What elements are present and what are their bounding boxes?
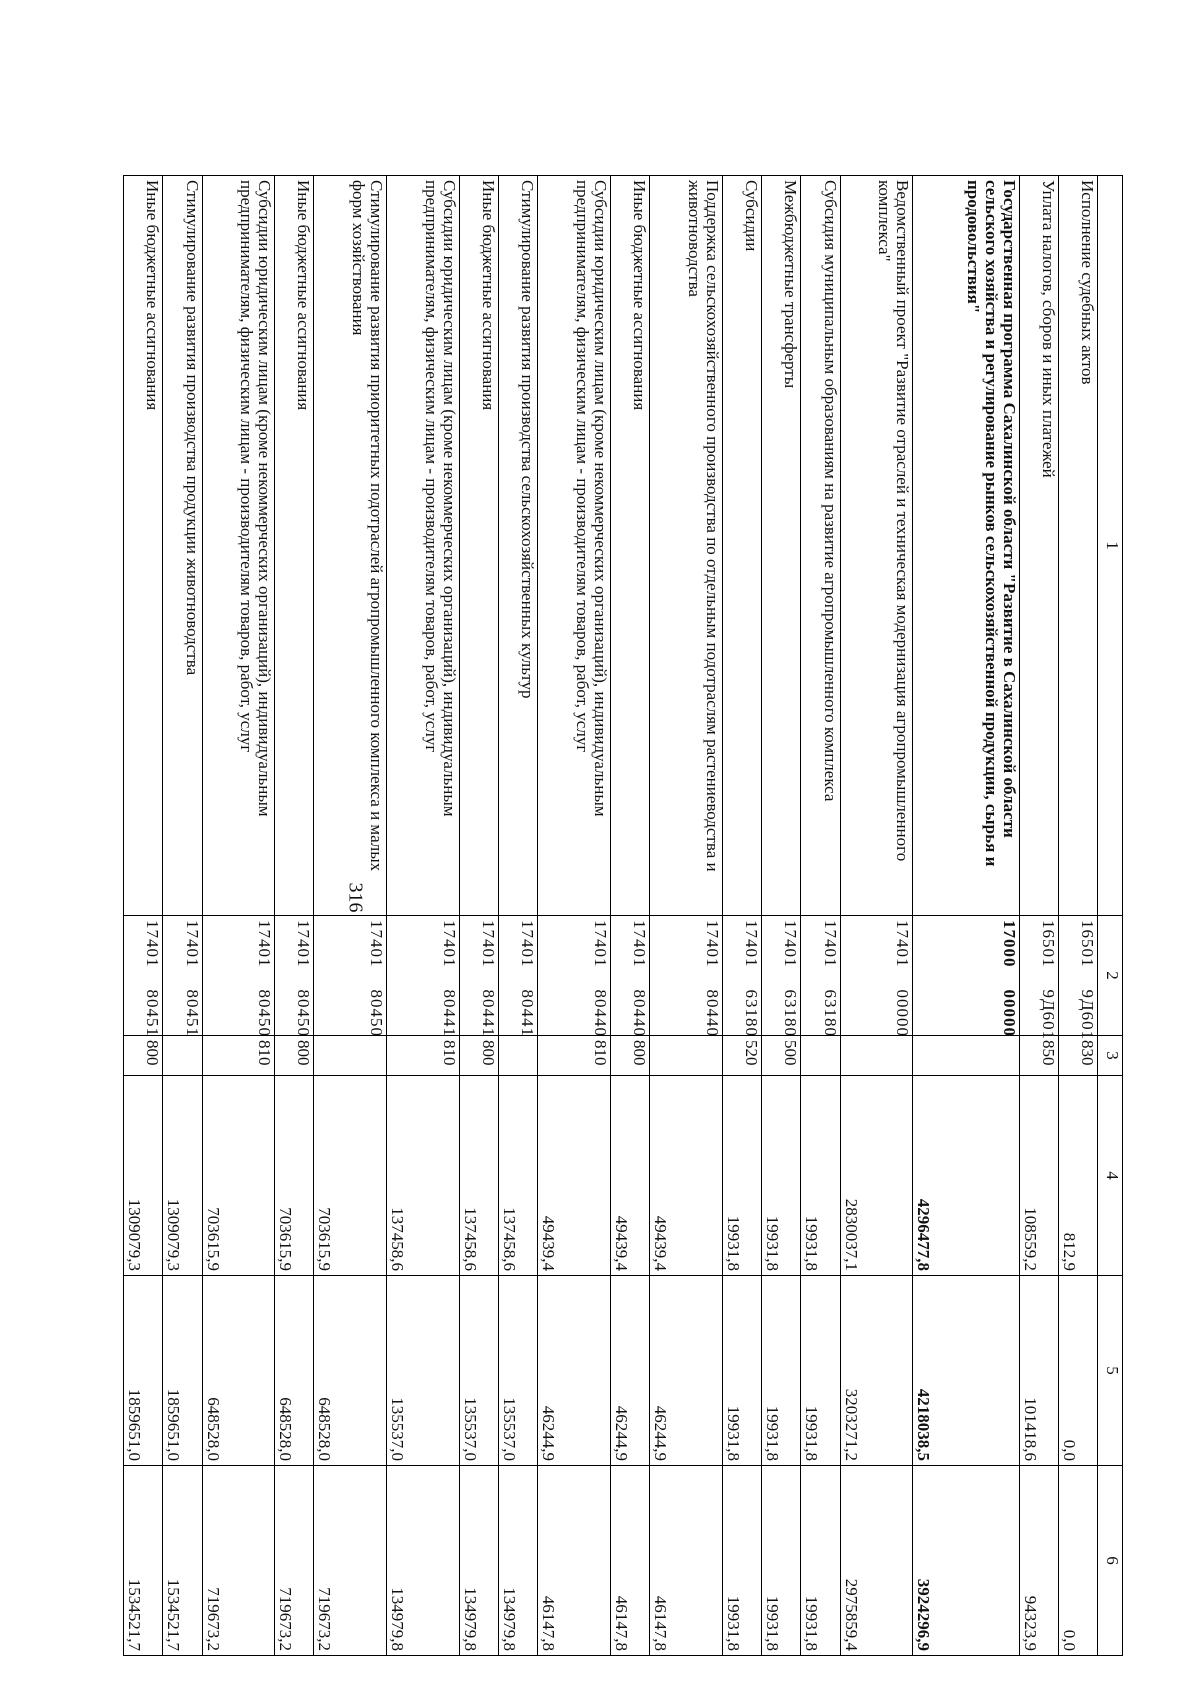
table-row [163, 176, 202, 1656]
row-value-col4: 2830037,1 [840, 1076, 913, 1276]
table-row [1058, 176, 1097, 1656]
table-row [762, 176, 801, 1656]
row-expense-type: 520 [723, 1036, 762, 1076]
row-code-direction: 63180 [820, 989, 840, 1037]
row-value-col6: 719673,2 [275, 1466, 314, 1656]
row-value-col4: 19931,8 [762, 1076, 801, 1276]
row-code-direction: 9Д601 [1038, 989, 1058, 1041]
row-name: Субсидии юридическим лицам (кроме некоммерческих организаций), индивидуальным предпринимателям, физическим лицам - производителям товаров, работ, услуг [538, 176, 611, 916]
row-code-program: 17401 [893, 920, 913, 968]
row-code-direction: 80451 [143, 989, 163, 1037]
header-col-3: 3 [1098, 1036, 1123, 1076]
row-name: Субсидии юридическим лицам (кроме некоммерческих организаций), индивидуальным предпринимателям, физическим лицам - производителям товаров, работ, услуг [387, 176, 460, 916]
row-value-col4: 49439,4 [650, 1076, 723, 1276]
table-row [459, 176, 498, 1656]
row-value-col6: 719673,2 [314, 1466, 387, 1656]
row-value-col5: 19931,8 [801, 1276, 840, 1466]
row-value-col5: 46244,9 [611, 1276, 650, 1466]
row-code-direction: 80450 [255, 989, 275, 1037]
row-value-col5: 3203271,2 [840, 1276, 913, 1466]
row-name: Уплата налогов, сборов и иных платежей [1019, 176, 1058, 916]
row-value-col4: 19931,8 [801, 1076, 840, 1276]
row-target-code [1058, 916, 1097, 1041]
row-value-col4: 19931,8 [723, 1076, 762, 1276]
table-row [499, 176, 538, 1656]
row-code-direction: 80450 [294, 989, 314, 1037]
row-value-col5: 0,0 [1058, 1276, 1097, 1466]
table-row [1019, 176, 1058, 1656]
row-code-direction: 80440 [703, 989, 723, 1037]
row-target-code [124, 916, 163, 1036]
row-value-col4: 4296477,8 [913, 1076, 1019, 1276]
header-col-1: 1 [1098, 176, 1123, 916]
row-value-col4: 703615,9 [275, 1076, 314, 1276]
row-name: Государственная программа Сахалинской области "Развитие в Сахалинской области сельского хозяйства и регулирование рынков сельскохозяйственной продукции, сырья и продовольствия" [913, 176, 1019, 916]
row-code-direction: 80441 [518, 989, 538, 1037]
row-value-col6: 1534521,7 [163, 1466, 202, 1656]
row-value-col5: 648528,0 [314, 1276, 387, 1466]
row-value-col5: 46244,9 [538, 1276, 611, 1466]
row-value-col5: 4218038,5 [913, 1276, 1019, 1466]
row-code-program: 17401 [479, 920, 499, 968]
header-col-4: 4 [1098, 1076, 1123, 1276]
row-target-code [163, 916, 202, 1036]
row-value-col5: 46244,9 [650, 1276, 723, 1466]
row-name: Исполнение судебных актов [1058, 176, 1097, 916]
row-value-col6: 46147,8 [611, 1466, 650, 1656]
table-header-row [1098, 176, 1123, 1656]
row-value-col6: 0,0 [1058, 1466, 1097, 1656]
row-value-col4: 49439,4 [538, 1076, 611, 1276]
row-code-program: 17000 [999, 920, 1019, 968]
table-row [650, 176, 723, 1656]
row-expense-type [801, 1036, 840, 1076]
row-target-code [275, 916, 314, 1036]
row-value-col6: 2975859,4 [840, 1466, 913, 1656]
row-code-program: 17401 [591, 920, 611, 968]
row-code-program: 17401 [255, 920, 275, 968]
row-code-direction: 80440 [630, 989, 650, 1037]
row-value-col6: 19931,8 [723, 1466, 762, 1656]
row-value-col4: 137458,6 [499, 1076, 538, 1276]
table-row [723, 176, 762, 1656]
table-body [124, 176, 1098, 1656]
row-target-code [840, 916, 913, 1036]
row-value-col6: 46147,8 [650, 1466, 723, 1656]
row-value-col6: 94323,9 [1019, 1466, 1058, 1656]
table-row [611, 176, 650, 1656]
row-target-code [723, 916, 762, 1036]
row-expense-type: 800 [275, 1036, 314, 1076]
row-expense-type: 500 [762, 1036, 801, 1076]
row-value-col5: 648528,0 [202, 1276, 275, 1466]
table-row [913, 176, 1019, 1656]
row-code-program: 17401 [820, 920, 840, 968]
row-value-col6: 134979,8 [387, 1466, 460, 1656]
row-value-col5: 19931,8 [723, 1276, 762, 1466]
row-value-col4: 1309079,3 [163, 1076, 202, 1276]
row-value-col5: 135537,0 [387, 1276, 460, 1466]
table-row [124, 176, 163, 1656]
row-code-program: 17401 [294, 920, 314, 968]
row-target-code [611, 916, 650, 1036]
row-target-code [801, 916, 840, 1036]
row-code-direction: 63180 [742, 989, 762, 1037]
row-code-direction: 63180 [781, 989, 801, 1037]
table-row [538, 176, 611, 1656]
row-expense-type: 800 [611, 1036, 650, 1076]
row-value-col5: 135537,0 [459, 1276, 498, 1466]
row-value-col4: 137458,6 [459, 1076, 498, 1276]
row-code-program: 17401 [367, 920, 387, 968]
row-expense-type [163, 1036, 202, 1076]
row-code-program: 17401 [703, 920, 723, 968]
row-name: Стимулирование развития производства сельскохозяйственных культур [499, 176, 538, 916]
row-value-col6: 3924296,9 [913, 1466, 1019, 1656]
row-value-col6: 719673,2 [202, 1466, 275, 1656]
row-code-direction: 00000 [893, 989, 913, 1037]
row-code-direction: 9Д601 [1078, 989, 1097, 1041]
row-target-code [387, 916, 460, 1036]
row-expense-type: 830 [1058, 1036, 1097, 1076]
row-value-col5: 101418,6 [1019, 1276, 1058, 1466]
row-code-program: 16501 [1078, 920, 1097, 968]
row-name: Ведомственный проект "Развитие отраслей и техническая модернизация агропромышленного комплекса" [840, 176, 913, 916]
row-target-code [1019, 916, 1058, 1041]
row-name: Межбюджетные трансферты [762, 176, 801, 916]
row-name: Стимулирование развития производства продукции животноводства [163, 176, 202, 916]
header-col-2: 2 [1098, 916, 1123, 1036]
row-expense-type [314, 1036, 387, 1076]
row-name: Иные бюджетные ассигнования [124, 176, 163, 916]
header-col-6: 6 [1098, 1466, 1123, 1656]
row-name: Иные бюджетные ассигнования [611, 176, 650, 916]
row-name: Стимулирование развития приоритетных подотраслей агропромышленного комплекса и малых форм хозяйствования [314, 176, 387, 916]
row-value-col4: 1309079,3 [124, 1076, 163, 1276]
row-value-col4: 108559,2 [1019, 1076, 1058, 1276]
row-code-program: 17401 [439, 920, 459, 968]
row-value-col6: 19931,8 [762, 1466, 801, 1656]
row-value-col5: 1859651,0 [124, 1276, 163, 1466]
row-expense-type [499, 1036, 538, 1076]
row-code-program: 17401 [781, 920, 801, 968]
table-row [202, 176, 275, 1656]
row-value-col4: 137458,6 [387, 1076, 460, 1276]
row-target-code [499, 916, 538, 1036]
row-code-direction: 80441 [479, 989, 499, 1037]
row-value-col5: 135537,0 [499, 1276, 538, 1466]
row-expense-type: 800 [124, 1036, 163, 1076]
row-name: Иные бюджетные ассигнования [275, 176, 314, 916]
row-value-col6: 134979,8 [459, 1466, 498, 1656]
row-code-program: 17401 [518, 920, 538, 968]
row-value-col6: 46147,8 [538, 1466, 611, 1656]
budget-table-container [123, 175, 1123, 1655]
table-row [314, 176, 387, 1656]
table-row [387, 176, 460, 1656]
table-row [801, 176, 840, 1656]
row-code-program: 16501 [1038, 920, 1058, 968]
table-row [840, 176, 913, 1656]
row-value-col5: 648528,0 [275, 1276, 314, 1466]
row-code-program: 17401 [630, 920, 650, 968]
row-name: Субсидии [723, 176, 762, 916]
page-number: 316 [344, 882, 367, 913]
row-target-code [762, 916, 801, 1036]
row-value-col6: 19931,8 [801, 1466, 840, 1656]
row-expense-type: 850 [1019, 1036, 1058, 1076]
row-expense-type [913, 1036, 1019, 1076]
row-code-direction: 00000 [999, 989, 1019, 1037]
row-target-code [459, 916, 498, 1036]
row-name: Субсидия муниципальным образованиям на развитие агропромышленного комплекса [801, 176, 840, 916]
header-col-5: 5 [1098, 1276, 1123, 1466]
row-expense-type: 810 [387, 1036, 460, 1076]
row-value-col6: 1534521,7 [124, 1466, 163, 1656]
row-code-direction: 80451 [182, 989, 202, 1037]
row-code-program: 17401 [182, 920, 202, 968]
row-value-col4: 703615,9 [202, 1076, 275, 1276]
row-expense-type [840, 1036, 913, 1076]
row-code-direction: 80440 [591, 989, 611, 1037]
row-target-code [538, 916, 611, 1036]
row-value-col5: 19931,8 [762, 1276, 801, 1466]
budget-table [123, 175, 1123, 1656]
row-code-direction: 80450 [367, 989, 387, 1037]
row-name: Иные бюджетные ассигнования [459, 176, 498, 916]
table-row [275, 176, 314, 1656]
row-expense-type: 800 [459, 1036, 498, 1076]
row-code-program: 17401 [143, 920, 163, 968]
row-target-code [314, 916, 387, 1036]
row-name: Субсидии юридическим лицам (кроме некоммерческих организаций), индивидуальным предпринимателям, физическим лицам - производителям товаров, работ, услуг [202, 176, 275, 916]
row-name: Поддержка сельскохозяйственного производства по отдельным подотраслям растениеводства и животноводства [650, 176, 723, 916]
row-target-code [913, 916, 1019, 1036]
row-value-col6: 134979,8 [499, 1466, 538, 1656]
row-value-col5: 1859651,0 [163, 1276, 202, 1466]
row-value-col4: 703615,9 [314, 1076, 387, 1276]
row-expense-type: 810 [538, 1036, 611, 1076]
row-expense-type [650, 1036, 723, 1076]
row-code-program: 17401 [742, 920, 762, 968]
row-target-code [202, 916, 275, 1036]
row-target-code [650, 916, 723, 1036]
row-code-direction: 80441 [439, 989, 459, 1037]
row-value-col4: 812,9 [1058, 1076, 1097, 1276]
row-expense-type: 810 [202, 1036, 275, 1076]
row-value-col4: 49439,4 [611, 1076, 650, 1276]
